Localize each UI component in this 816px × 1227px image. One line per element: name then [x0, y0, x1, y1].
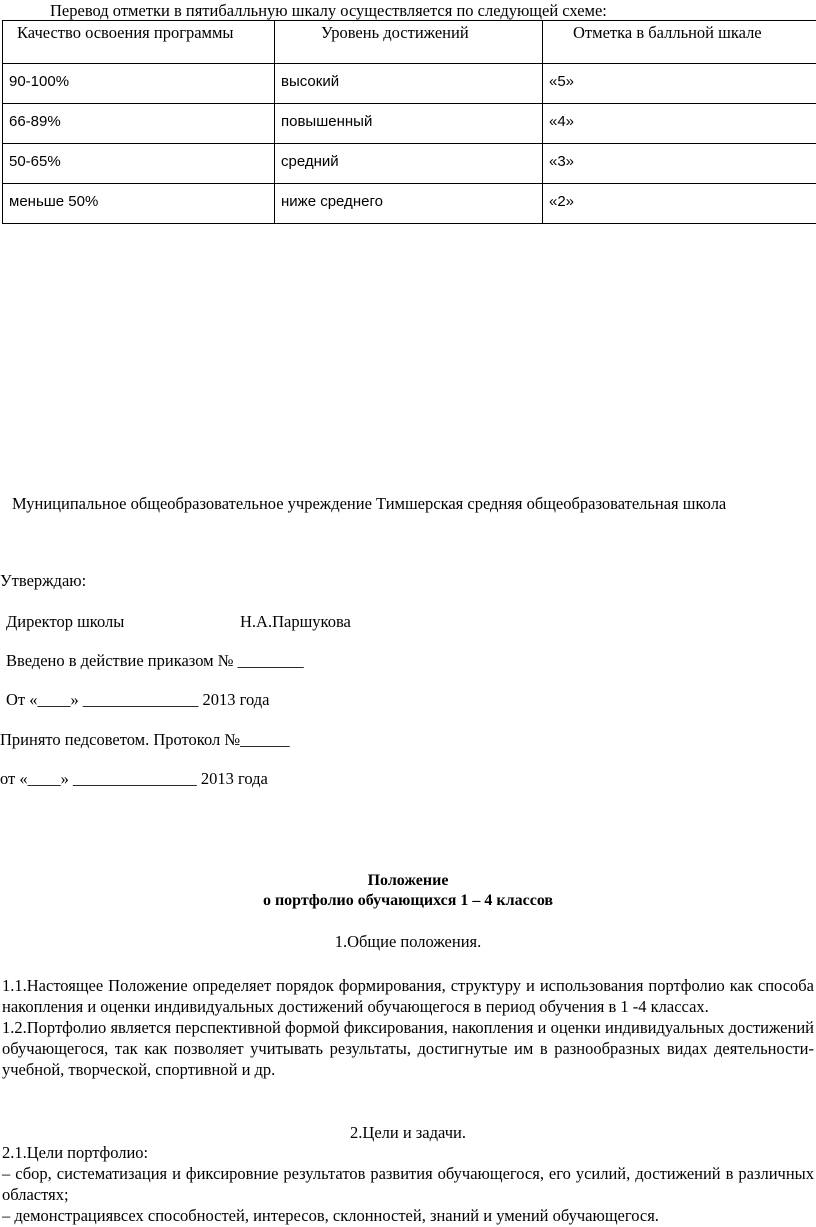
cell-mark: «4» [543, 104, 816, 144]
table-row [3, 144, 816, 184]
section-1-heading: 1.Общие положения. [334, 932, 482, 951]
council-line: Принято педсоветом. Протокол №______ [0, 730, 290, 749]
document-subtitle: о портфолио обучающихся 1 – 4 классов [262, 892, 554, 909]
grade-conversion-table [2, 20, 816, 224]
header-level: Уровень достижений [275, 21, 543, 64]
cell-level: повышенный [275, 104, 543, 144]
paragraph-1-1: 1.1.Настоящее Положение определяет порядок формирования, структуру и использования портфолио как способа накопления и оценки индивидуальных достижений обучающегося в период обучения в 1 -4 классах. [2, 976, 814, 1016]
header-quality: Качество освоения программы [3, 21, 275, 64]
section-1-body [2, 975, 814, 1080]
section-2-body [2, 1142, 814, 1226]
director-label: Директор школы [6, 612, 125, 631]
cell-percent: меньше 50% [3, 184, 275, 224]
council-date-line: от «____» _______________ 2013 года [0, 769, 268, 788]
order-date-line: От «____» ______________ 2013 года [6, 690, 270, 709]
table-header-row [3, 21, 816, 64]
document-title: Положение [367, 872, 449, 889]
paragraph-1-2: 1.2.Портфолио является перспективной формой фиксирования, накопления и оценки индивидуальных достижений обучающегося, так как позволяет учитывать результаты, достигнутые им в разнообразных видах деятельности- учебной, творческой, спортивной и др. [2, 1018, 814, 1079]
table-row [3, 104, 816, 144]
table-row [3, 184, 816, 224]
cell-percent: 90-100% [3, 64, 275, 104]
cell-level: средний [275, 144, 543, 184]
goal-item-1: – сбор, систематизация и фиксировние результатов развития обучающегося, его усилий, достижений в различных областях; [2, 1164, 814, 1204]
cell-percent: 66-89% [3, 104, 275, 144]
cell-mark: «3» [543, 144, 816, 184]
intro-text: Перевод отметки в пятибалльную шкалу осуществляется по следующей схеме: [50, 1, 607, 20]
cell-mark: «2» [543, 184, 816, 224]
header-mark: Отметка в балльной шкале [543, 21, 816, 64]
director-name: Н.А.Паршукова [240, 612, 351, 631]
goals-label: 2.1.Цели портфолио: [2, 1143, 149, 1162]
table-row [3, 64, 816, 104]
school-name: Муниципальное общеобразовательное учреждение Тимшерская средняя общеобразовательная школа [12, 494, 727, 513]
order-line: Введено в действие приказом № ________ [6, 651, 304, 670]
cell-level: высокий [275, 64, 543, 104]
cell-mark: «5» [543, 64, 816, 104]
goal-item-2: – демонстрациявсех способностей, интересов, склонностей, знаний и умений обучающегося. [2, 1206, 659, 1225]
section-2-heading: 2.Цели и задачи. [350, 1123, 466, 1142]
approve-label: Утверждаю: [0, 571, 87, 590]
cell-percent: 50-65% [3, 144, 275, 184]
cell-level: ниже среднего [275, 184, 543, 224]
